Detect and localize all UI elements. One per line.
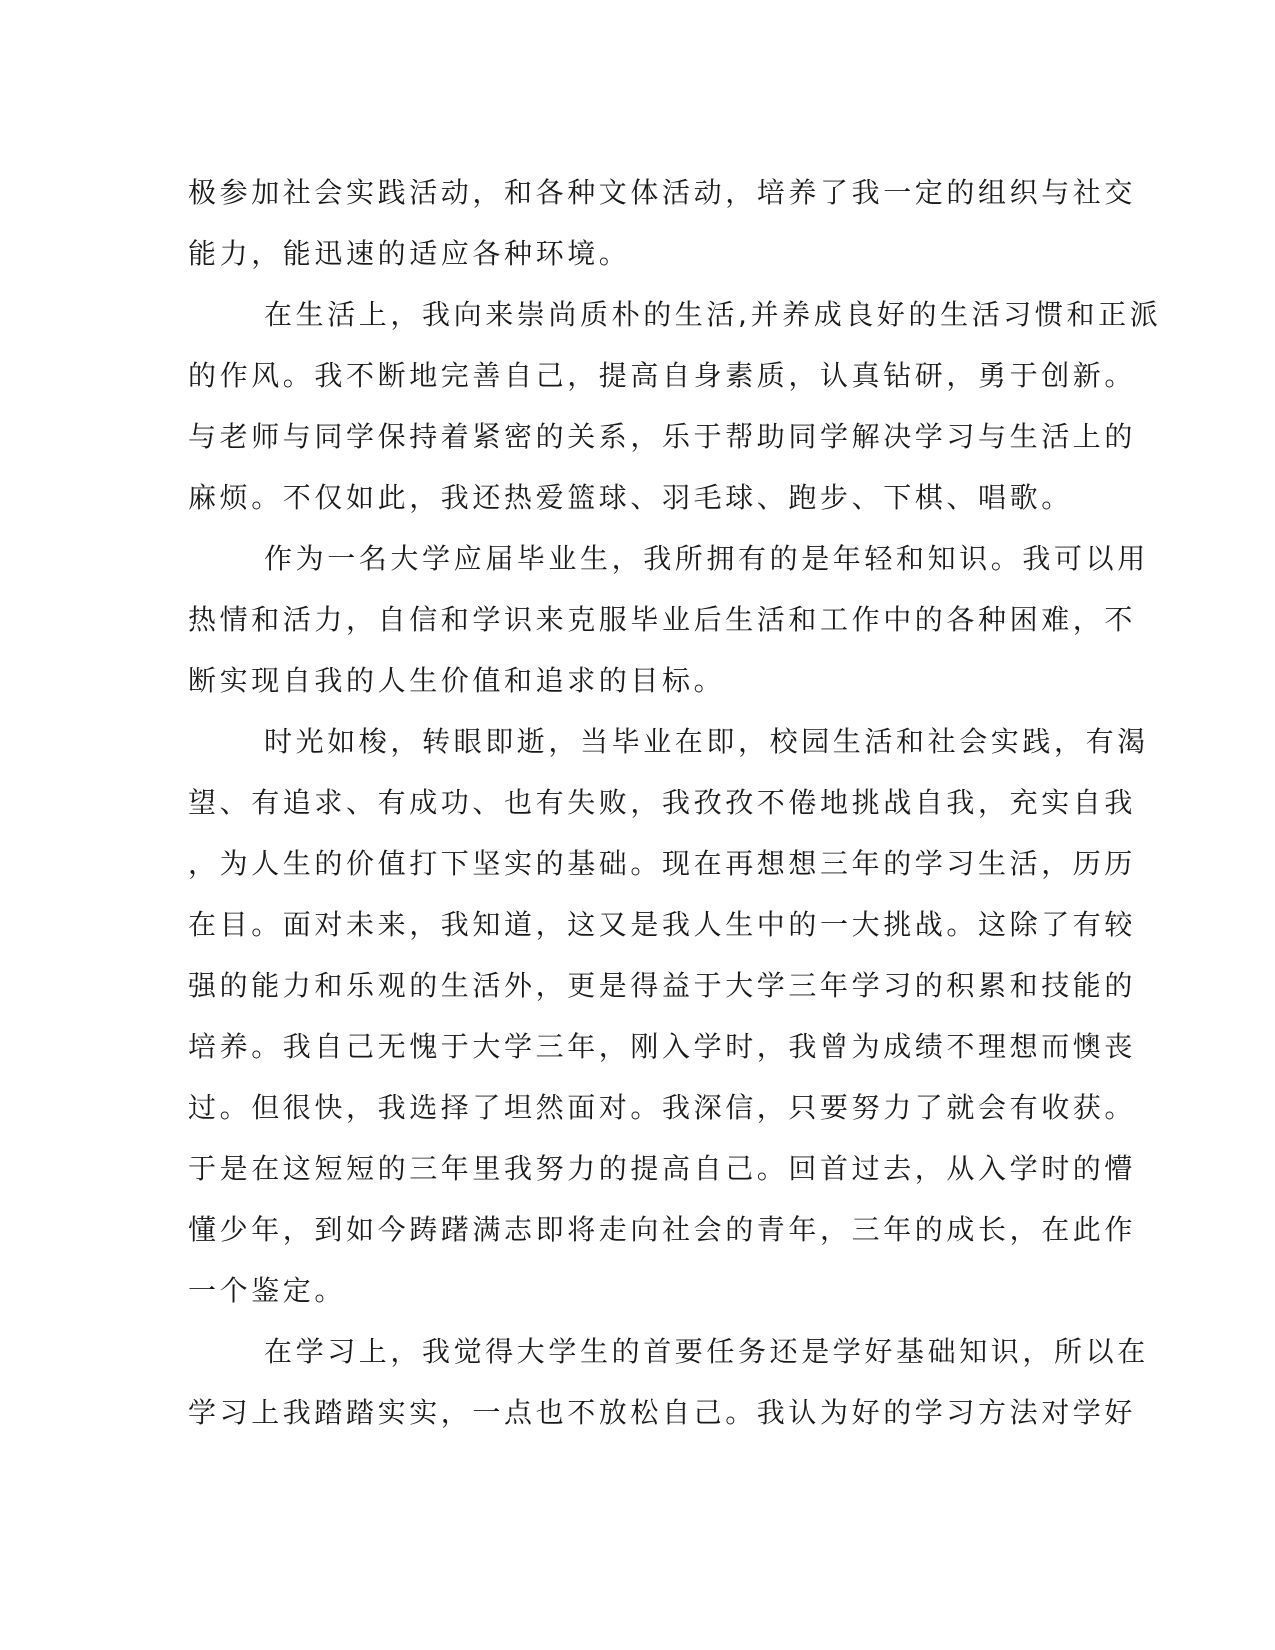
text-line: 学习上我踏踏实实，一点也不放松自己。我认为好的学习方法对学好	[188, 1396, 1137, 1429]
paragraph-first-line: 作为一名大学应届毕业生，我所拥有的是年轻和知识。我可以用	[264, 542, 1149, 575]
text-line: 断实现自我的人生价值和追求的目标。	[188, 664, 726, 697]
text-line: 望、有追求、有成功、也有失败，我孜孜不倦地挑战自我，充实自我	[188, 786, 1137, 819]
text-line: 懂少年，到如今踌躇满志即将走向社会的青年，三年的成长，在此作	[188, 1213, 1137, 1246]
text-line: 热情和活力，自信和学识来克服毕业后生活和工作中的各种困难，不	[188, 603, 1137, 636]
text-line: 于是在这短短的三年里我努力的提高自己。回首过去，从入学时的懵	[188, 1152, 1137, 1185]
text-line: 的作风。我不断地完善自己，提高自身素质，认真钻研，勇于创新。	[188, 359, 1137, 392]
paragraph-first-line: 在生活上，我向来崇尚质朴的生活,并养成良好的生活习惯和正派	[264, 298, 1162, 331]
text-line: 过。但很快，我选择了坦然面对。我深信，只要努力了就会有收获。	[188, 1091, 1137, 1124]
document-body	[188, 162, 1162, 1443]
text-line: 强的能力和乐观的生活外，更是得益于大学三年学习的积累和技能的	[188, 969, 1137, 1002]
paragraph-first-line: 时光如梭，转眼即逝，当毕业在即，校园生活和社会实践，有渴	[264, 725, 1149, 758]
text-line: 极参加社会实践活动，和各种文体活动，培养了我一定的组织与社交	[188, 176, 1137, 209]
paragraph-first-line: 在学习上，我觉得大学生的首要任务还是学好基础知识，所以在	[264, 1335, 1149, 1368]
text-line: 麻烦。不仅如此，我还热爱篮球、羽毛球、跑步、下棋、唱歌。	[188, 481, 1073, 514]
text-line: 能力，能迅速的适应各种环境。	[188, 237, 631, 270]
text-line: 与老师与同学保持着紧密的关系，乐于帮助同学解决学习与生活上的	[188, 420, 1137, 453]
text-line: 在目。面对未来，我知道，这又是我人生中的一大挑战。这除了有较	[188, 908, 1137, 941]
text-line: ，为人生的价值打下坚实的基础。现在再想想三年的学习生活，历历	[188, 847, 1137, 880]
text-line: 一个鉴定。	[188, 1274, 347, 1307]
text-line: 培养。我自己无愧于大学三年，刚入学时，我曾为成绩不理想而懊丧	[188, 1030, 1137, 1063]
